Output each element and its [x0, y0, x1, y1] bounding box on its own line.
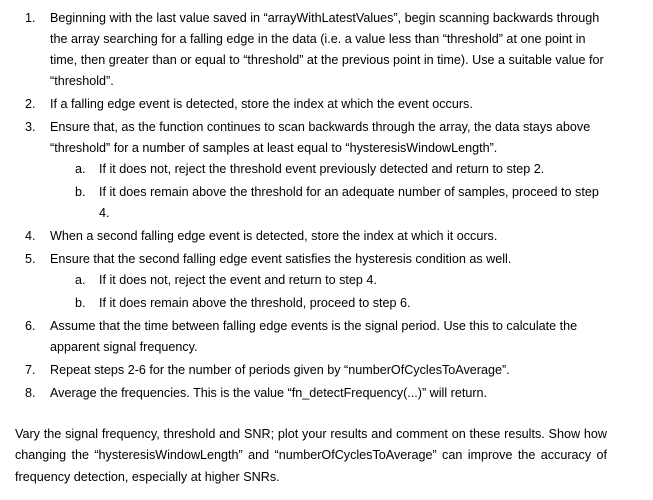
step-4	[0, 226, 653, 247]
step-number: 2.	[25, 97, 36, 111]
step-8	[0, 383, 653, 404]
step-text: Repeat steps 2-6 for the number of periods given by “numberOfCyclesToAverage”.	[50, 363, 510, 377]
step-3	[0, 117, 653, 224]
sub-item-3b	[50, 182, 609, 224]
step-text: Beginning with the last value saved in “arrayWithLatestValues”, begin scanning backwards through the array searching for a falling edge in the data (i.e. a value less than “threshold” at one point in time, then greater than or equal to “threshold” at the previous point in time). Use a suitable value for “threshold”.	[50, 11, 604, 88]
sub-text: If it does remain above the threshold for an adequate number of samples, proceed to step 4.	[99, 185, 599, 220]
closing-paragraph: Vary the signal frequency, threshold and SNR; plot your results and comment on these results. Show how changing the “hysteresisWindowLength” and “numberOfCyclesToAverage” can improve the accuracy of frequency detection, especially at higher SNRs.	[15, 426, 607, 484]
step-number: 1.	[25, 11, 36, 25]
sub-text: If it does remain above the threshold, proceed to step 6.	[99, 296, 411, 310]
step-2	[0, 94, 653, 115]
sub-text: If it does not, reject the event and return to step 4.	[99, 273, 377, 287]
step-text: Assume that the time between falling edge events is the signal period. Use this to calculate the apparent signal frequency.	[50, 319, 578, 354]
step-text: When a second falling edge event is detected, store the index at which it occurs.	[50, 229, 498, 243]
step-5	[0, 249, 653, 314]
step-1	[0, 8, 653, 92]
sub-item-5b	[50, 293, 609, 314]
step-text: If a falling edge event is detected, store the index at which the event occurs.	[50, 97, 473, 111]
sub-item-5a	[50, 270, 609, 291]
sub-letter: b.	[75, 185, 86, 199]
step-text: Ensure that, as the function continues to scan backwards through the array, the data stays above “threshold” for a number of samples at least equal to “hysteresisWindowLength”.	[50, 120, 591, 155]
step-number: 3.	[25, 120, 36, 134]
step-number: 5.	[25, 252, 36, 266]
sub-letter: a.	[75, 162, 86, 176]
step-number: 7.	[25, 363, 36, 377]
step-text: Average the frequencies. This is the value “fn_detectFrequency(...)” will return.	[50, 386, 488, 400]
sub-letter: a.	[75, 273, 86, 287]
step-text: Ensure that the second falling edge event satisfies the hysteresis condition as well.	[50, 252, 512, 266]
sub-item-3a	[50, 159, 609, 180]
step-6	[0, 316, 653, 358]
sub-letter: b.	[75, 296, 86, 310]
sub-list	[50, 270, 609, 314]
step-number: 6.	[25, 319, 36, 333]
sub-list	[50, 159, 609, 224]
instruction-list	[0, 8, 653, 406]
step-7	[0, 360, 653, 381]
step-number: 4.	[25, 229, 36, 243]
step-number: 8.	[25, 386, 36, 400]
sub-text: If it does not, reject the threshold event previously detected and return to step 2.	[99, 162, 545, 176]
